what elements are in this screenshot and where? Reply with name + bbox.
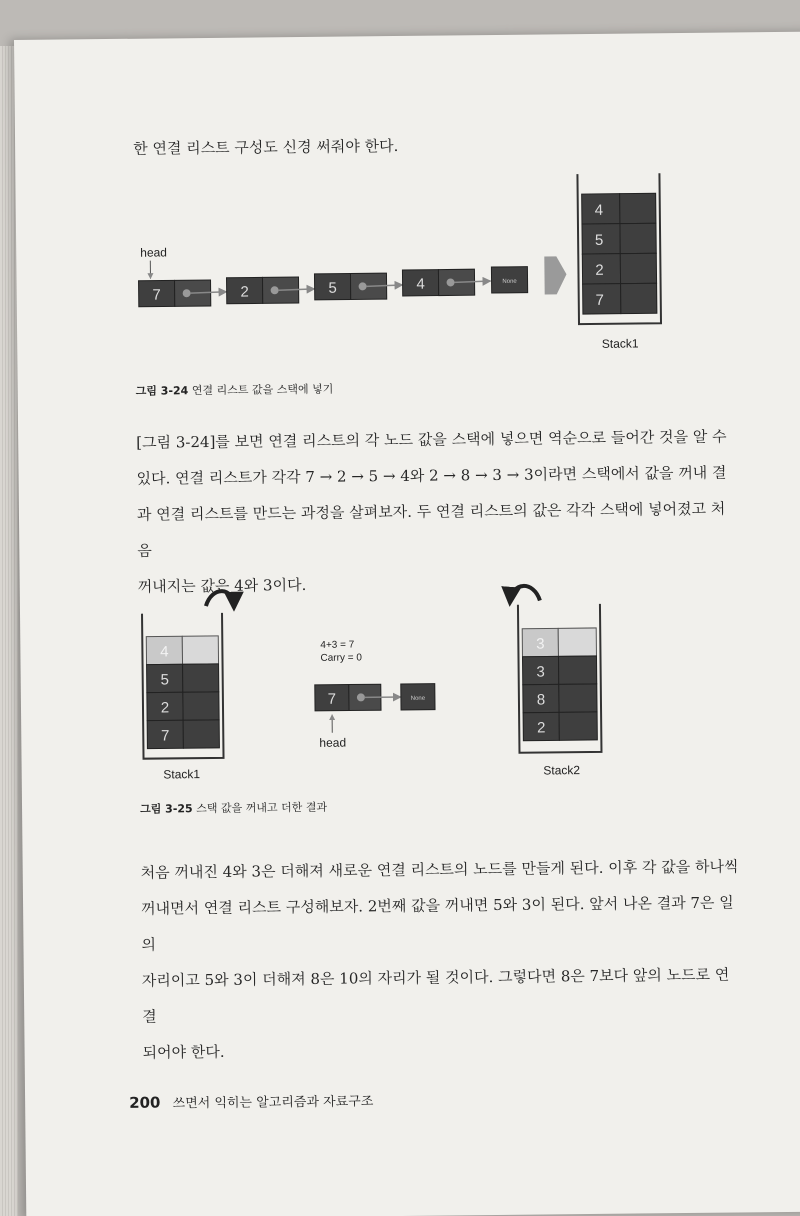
figure-3-25: [14, 32, 800, 820]
sum-text: 4+3 = 7: [320, 639, 355, 651]
stack-value: 4: [594, 201, 604, 219]
stack1-container: [142, 591, 236, 782]
paragraph-2: [141, 848, 743, 1070]
stack-value: 2: [595, 261, 604, 279]
stack-value: 7: [595, 291, 605, 309]
stack1-label: Stack1: [163, 767, 201, 782]
stack-cell: [523, 712, 597, 741]
text-line: 과 연결 리스트를 만드는 과정을 살펴보자. 두 연결 리스트의 값은 각각 스택에 넣어졌고 처음: [136, 499, 726, 560]
stack-cell: [147, 664, 219, 693]
caption-number: 그림 3-25: [139, 802, 193, 816]
node-value: 7: [152, 286, 161, 304]
head-label: head: [140, 245, 168, 260]
stack-value: 2: [160, 699, 170, 717]
none-label: None: [502, 278, 517, 285]
text-line: [그림 3-24]를 보면 연결 리스트의 각 노드 값을 스택에 넣으면 역순으로 들어간 것을 알 수: [136, 427, 727, 452]
caption-text: 스택 값을 꺼내고 더한 결과: [196, 800, 328, 816]
stack-cell: [523, 684, 597, 713]
stack-cell-popped: [522, 628, 596, 657]
node-value: 2: [240, 283, 249, 301]
head-label: head: [319, 735, 347, 750]
pop-arrow-icon: [206, 591, 234, 608]
stack-cell-popped: [146, 636, 218, 665]
carry-text: Carry = 0: [320, 652, 362, 664]
stack-cell: [147, 720, 219, 749]
stack-value: 5: [160, 671, 169, 689]
stack-value: 8: [536, 691, 546, 709]
text-line: 꺼내면서 연결 리스트 구성해보자. 2번째 값을 꺼내면 5와 3이 된다. 앞서 나온 결과 7은 일의: [141, 893, 734, 954]
stack-value: 7: [161, 727, 170, 745]
intro-line: 한 연결 리스트 구성도 신경 써줘야 한다.: [133, 136, 399, 158]
node-value: 5: [328, 279, 337, 297]
stack-cell: [147, 692, 219, 721]
text-line: 자리이고 5와 3이 더해져 8은 10의 자리가 될 것이다. 그렇다면 8은 7보다 앞의 노드로 연결: [141, 965, 730, 1026]
stack-cell: [522, 656, 596, 685]
text-line: 있다. 연결 리스트가 각각 7 → 2 → 5 → 4와 2 → 8 → 3 → 3이라면 스택에서 값을 꺼내 결: [136, 463, 727, 488]
stack-value: 3: [536, 635, 545, 653]
stack2-container: [510, 585, 602, 778]
none-label: None: [410, 695, 426, 702]
book-page: [14, 32, 800, 1216]
stack2-label: Stack2: [543, 763, 581, 778]
text-line: 꺼내지는 값은 4와 3이다.: [137, 575, 307, 596]
book-title: 쓰면서 익히는 알고리즘과 자료구조: [172, 1094, 374, 1112]
stack-value: 2: [536, 719, 546, 737]
pop-arrow-icon: [510, 586, 540, 603]
stack-value: 5: [594, 231, 604, 249]
none-node: [401, 684, 435, 710]
stack-value: 3: [536, 663, 545, 681]
node-value: 7: [327, 690, 337, 708]
node-value: 4: [416, 275, 425, 293]
text-line: 되어야 한다.: [142, 1042, 225, 1062]
page-number: 200: [129, 1093, 161, 1112]
stack1-label: Stack1: [601, 336, 639, 351]
page-footer: [129, 1090, 373, 1112]
figure-3-25-caption: [140, 799, 327, 817]
caption-text: 연결 리스트 값을 스택에 넣기: [191, 382, 334, 398]
text-line: 처음 꺼내진 4와 3은 더해져 새로운 연결 리스트의 노드를 만들게 된다. 이후 각 값을 하나씩: [140, 857, 739, 882]
caption-number: 그림 3-24: [135, 384, 189, 398]
stack-value: 4: [160, 643, 169, 661]
